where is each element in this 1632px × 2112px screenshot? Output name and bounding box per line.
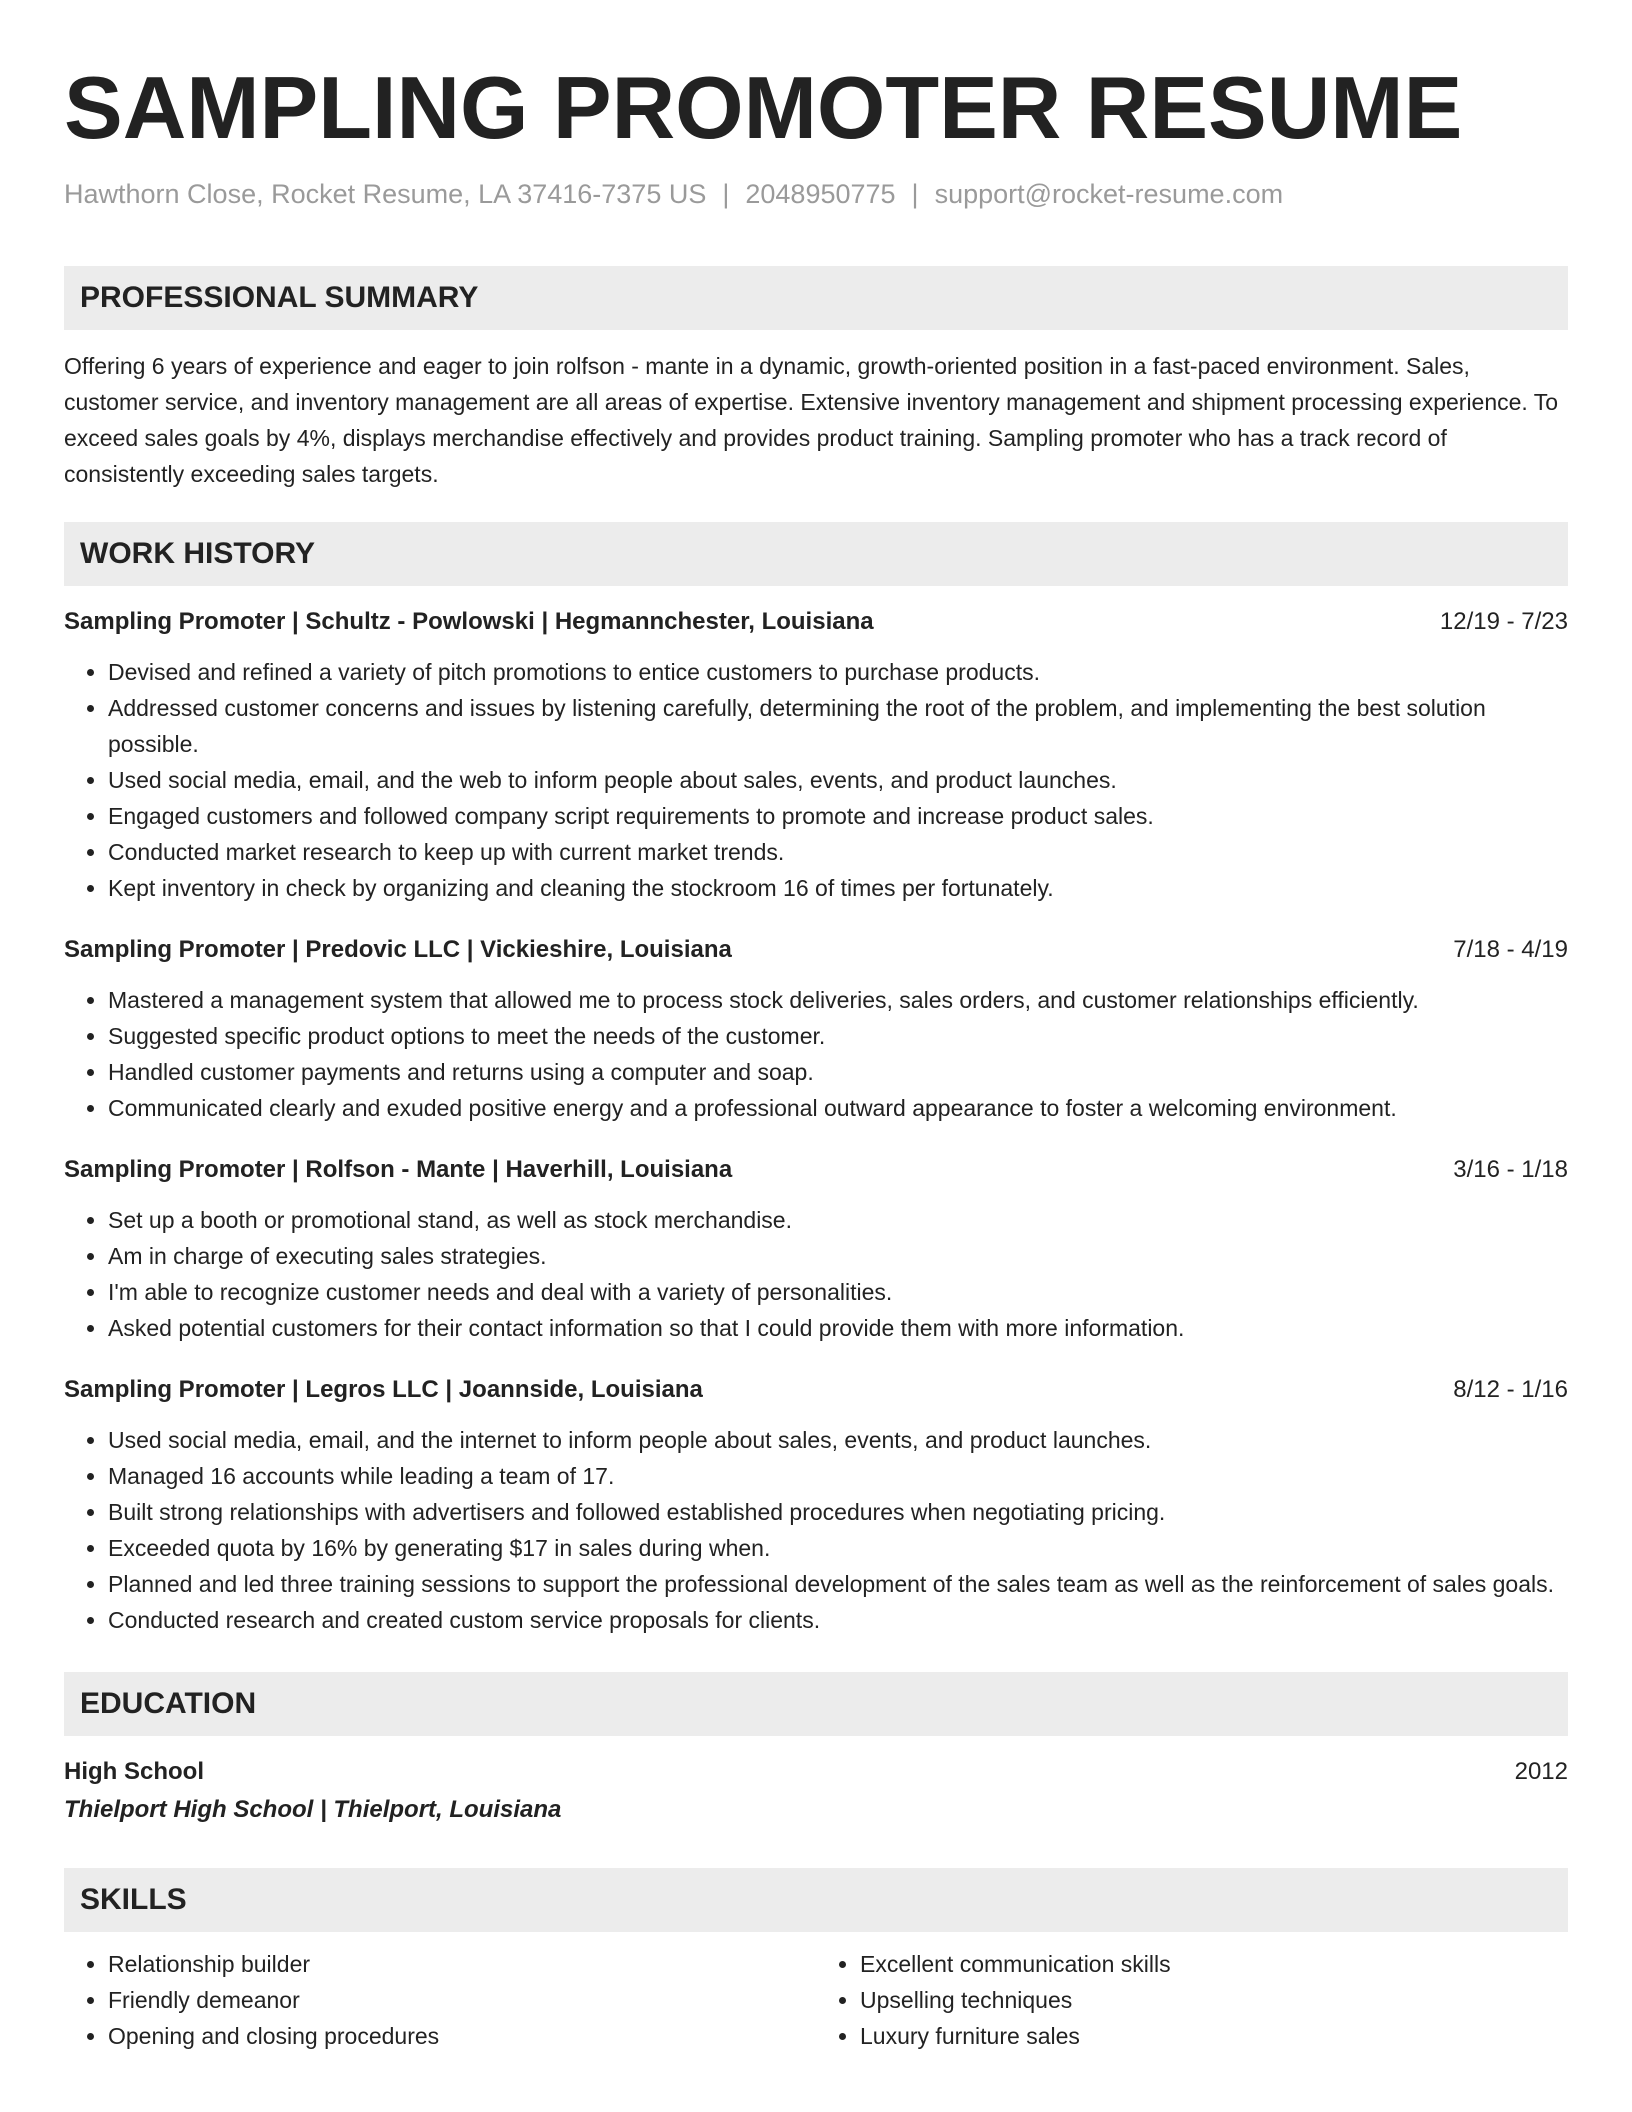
section-heading-skills: SKILLS [64, 1868, 1568, 1932]
job-dates: 12/19 - 7/23 [1439, 608, 1568, 635]
job-bullets [64, 1422, 1568, 1638]
job-entry [64, 932, 1568, 1126]
job-title: Sampling Promoter | Rolfson - Mante | Haverhill, Louisiana [64, 1156, 733, 1183]
job-entry [64, 1152, 1568, 1346]
job-bullet: • Communicated clearly and exuded positive energy and a professional outward appearance to foster a welcoming environment. [108, 1090, 1568, 1126]
job-bullet: • Mastered a management system that allowed me to process stock deliveries, sales orders, and customer relationships efficiently. [108, 982, 1568, 1018]
contact-separator: | [722, 179, 730, 209]
job-bullet: • Asked potential customers for their contact information so that I could provide them with more information. [108, 1310, 1568, 1346]
skills-list [816, 1946, 1568, 2054]
skills-column-right [816, 1946, 1568, 2054]
job-bullets [64, 982, 1568, 1126]
job-bullet: • Used social media, email, and the internet to inform people about sales, events, and product launches. [108, 1422, 1568, 1458]
job-header [64, 1372, 1568, 1408]
job-bullet: • Built strong relationships with advertisers and followed established procedures when negotiating pricing. [108, 1494, 1568, 1530]
section-heading-work-history: WORK HISTORY [64, 522, 1568, 586]
job-bullet: • I'm able to recognize customer needs and deal with a variety of personalities. [108, 1274, 1568, 1310]
job-bullet: • Kept inventory in check by organizing and cleaning the stockroom 16 of times per fortunately. [108, 870, 1568, 906]
skill-item: • Relationship builder [108, 1946, 816, 1982]
job-title: Sampling Promoter | Predovic LLC | Vickieshire, Louisiana [64, 936, 732, 963]
job-bullet: • Conducted market research to keep up with current market trends. [108, 834, 1568, 870]
job-bullet: • Suggested specific product options to meet the needs of the customer. [108, 1018, 1568, 1054]
education-year: 2012 [1514, 1758, 1568, 1785]
resume-title: SAMPLING PROMOTER RESUME [64, 58, 1463, 157]
job-bullet: • Used social media, email, and the web to inform people about sales, events, and product launches. [108, 762, 1568, 798]
job-header [64, 604, 1568, 640]
skills-grid [64, 1946, 1568, 2054]
job-header [64, 1152, 1568, 1188]
contact-address: Hawthorn Close, Rocket Resume, LA 37416-7375 US [64, 179, 707, 209]
job-bullet: • Exceeded quota by 16% by generating $17 in sales during when. [108, 1530, 1568, 1566]
education-school: Thielport High School | Thielport, Louisiana [64, 1796, 562, 1823]
summary-text: Offering 6 years of experience and eager to join rolfson - mante in a dynamic, growth-oriented position in a fast-paced environment. Sales, customer service, and inventory management are all areas of expertise. Extensive inventory management and shipment processing experience. To exceed sales goals by 4%, displays merchandise effectively and provides product training. Sampling promoter who has a track record of consistently exceeding sales targets. [64, 353, 1559, 487]
job-dates: 8/12 - 1/16 [1453, 1376, 1568, 1403]
job-bullet: • Engaged customers and followed company script requirements to promote and increase product sales. [108, 798, 1568, 834]
skill-item: • Upselling techniques [860, 1982, 1568, 2018]
job-bullets [64, 654, 1568, 906]
contact-separator: | [911, 179, 919, 209]
contact-line [64, 176, 1568, 212]
skill-item: • Excellent communication skills [860, 1946, 1568, 1982]
job-bullet: • Conducted research and created custom service proposals for clients. [108, 1602, 1568, 1638]
job-bullet: • Managed 16 accounts while leading a team of 17. [108, 1458, 1568, 1494]
job-bullets [64, 1202, 1568, 1346]
job-bullet: • Set up a booth or promotional stand, as well as stock merchandise. [108, 1202, 1568, 1238]
job-dates: 7/18 - 4/19 [1453, 936, 1568, 963]
skill-item: • Opening and closing procedures [108, 2018, 816, 2054]
job-entry [64, 1372, 1568, 1638]
job-bullet: • Am in charge of executing sales strategies. [108, 1238, 1568, 1274]
job-bullet: • Planned and led three training sessions to support the professional development of the sales team as well as the reinforcement of sales goals. [108, 1566, 1568, 1602]
skill-item: • Luxury furniture sales [860, 2018, 1568, 2054]
education-degree: High School [64, 1758, 204, 1785]
job-entry [64, 604, 1568, 906]
job-bullet: • Handled customer payments and returns using a computer and soap. [108, 1054, 1568, 1090]
education-entry [64, 1754, 1568, 1790]
job-bullet: • Devised and refined a variety of pitch promotions to entice customers to purchase products. [108, 654, 1568, 690]
job-title: Sampling Promoter | Legros LLC | Joannside, Louisiana [64, 1376, 703, 1403]
skills-list [64, 1946, 816, 2054]
section-heading-summary: PROFESSIONAL SUMMARY [64, 266, 1568, 330]
job-title: Sampling Promoter | Schultz - Powlowski | Hegmannchester, Louisiana [64, 608, 874, 635]
skills-column-left [64, 1946, 816, 2054]
skill-item: • Friendly demeanor [108, 1982, 816, 2018]
job-header [64, 932, 1568, 968]
contact-phone: 2048950775 [745, 179, 896, 209]
job-bullet: • Addressed customer concerns and issues by listening carefully, determining the root of the problem, and implementing the best solution possible. [108, 690, 1568, 762]
section-heading-education: EDUCATION [64, 1672, 1568, 1736]
job-dates: 3/16 - 1/18 [1453, 1156, 1568, 1183]
contact-email: support@rocket-resume.com [934, 179, 1284, 209]
